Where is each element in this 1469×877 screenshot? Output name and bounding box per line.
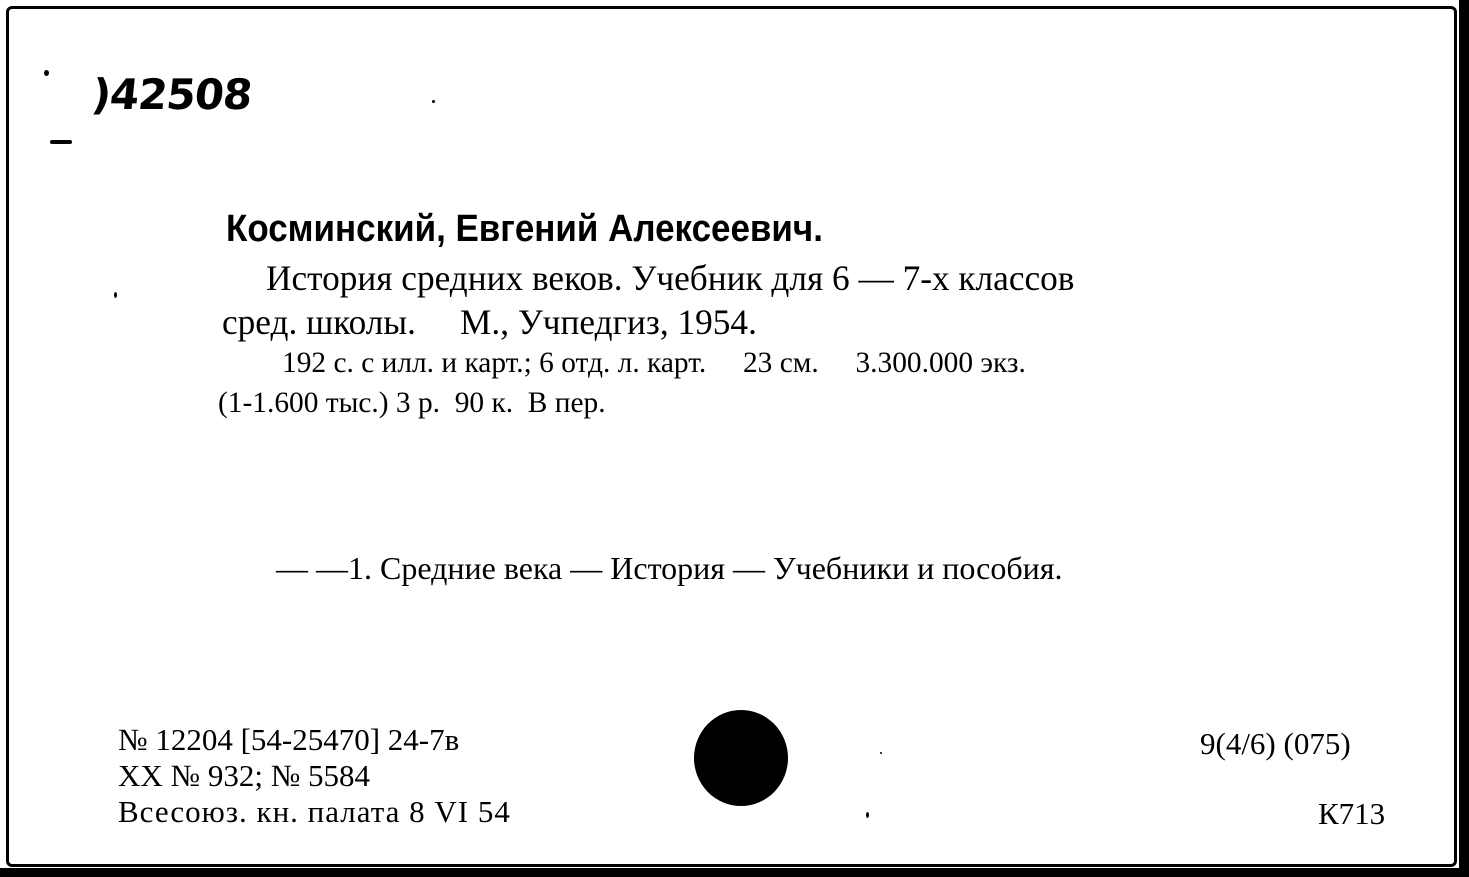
- chronicle-number: ХХ № 932; № 5584: [118, 758, 371, 793]
- author-mark: К713: [1318, 796, 1386, 831]
- scan-edge-right: [1459, 0, 1469, 877]
- scan-edge-bottom: [0, 868, 1469, 877]
- classification-index: 9(4/6) (075): [1200, 726, 1351, 761]
- accession-mark: ): [89, 70, 113, 119]
- ink-speck: [880, 752, 882, 754]
- ink-speck: [114, 292, 117, 298]
- ink-speck: [50, 140, 72, 144]
- title-line-2: сред. школы. М., Учпедгиз, 1954.: [222, 302, 757, 342]
- record-number: № 12204 [54-25470] 24-7в: [118, 722, 460, 757]
- ink-speck: [866, 812, 869, 818]
- physical-description-line-1: 192 с. с илл. и карт.; 6 отд. л. карт. 23 см. 3.300.000 экз.: [282, 346, 1026, 379]
- subject-heading: — —1. Средние века — История — Учебники и пособия.: [276, 550, 1063, 586]
- physical-description-line-2: (1-1.600 тыс.) 3 р. 90 к. В пер.: [218, 386, 606, 419]
- title-line-1: История средних веков. Учебник для 6 — 7-х классов: [266, 258, 1075, 298]
- accession-number: [89, 70, 253, 119]
- issuer: Всесоюз. кн. палата 8 VI 54: [118, 794, 511, 829]
- accession-digits: 42508: [107, 70, 254, 119]
- ink-speck: [44, 70, 49, 76]
- ink-speck: [432, 100, 435, 103]
- author-heading: Косминский, Евгений Алексеевич.: [226, 208, 823, 250]
- punch-hole: [694, 710, 788, 806]
